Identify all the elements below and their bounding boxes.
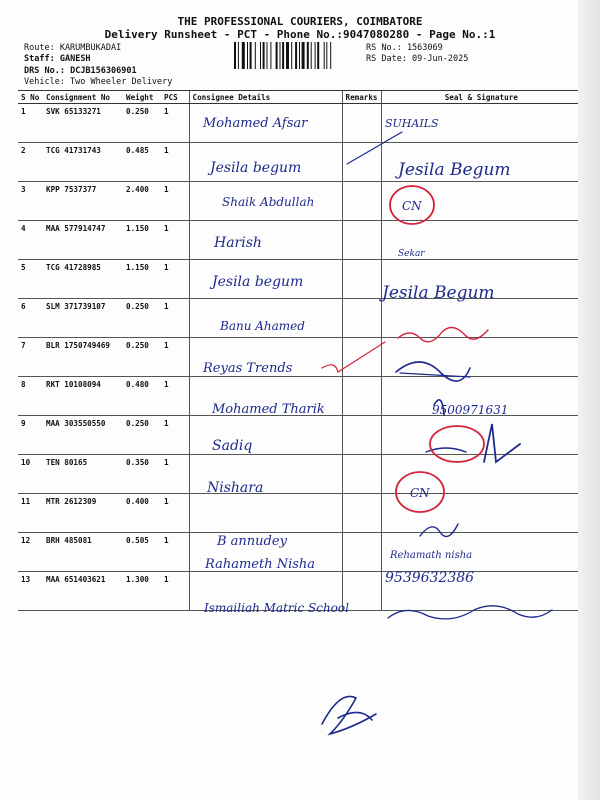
signature: Jesila Begum	[382, 283, 495, 303]
row-consignment-no: BRH 485081	[43, 533, 123, 572]
vehicle-label: Vehicle: Two Wheeler Delivery	[24, 77, 173, 87]
row-signature-cell	[381, 221, 581, 260]
consignee-handwriting: Nishara	[207, 480, 264, 496]
col-signature: Seal & Signature	[381, 91, 581, 104]
barcode-bar	[247, 42, 248, 69]
barcode-bar	[326, 42, 327, 69]
signature: 9539632386	[385, 570, 475, 586]
row-signature-cell	[381, 299, 581, 338]
barcode-bar	[291, 42, 292, 69]
row-signature-cell	[381, 533, 581, 572]
signature: Sekar	[398, 249, 425, 259]
barcode-bar	[299, 42, 300, 69]
row-sno: 5	[18, 260, 43, 299]
route-label: Route: KARUMBUKADAI	[24, 43, 122, 53]
row-remarks-cell	[342, 338, 381, 377]
barcode-bar	[282, 42, 284, 69]
row-consignee-cell	[189, 572, 342, 611]
row-signature-cell	[381, 182, 581, 221]
row-signature-cell	[381, 260, 581, 299]
drs-label: DRS No.:	[24, 66, 65, 76]
row-weight: 1.150	[123, 260, 161, 299]
row-sno: 2	[18, 143, 43, 182]
row-weight: 0.505	[123, 533, 161, 572]
row-pcs: 1	[161, 143, 189, 182]
row-sno: 12	[18, 533, 43, 572]
staff-value: GANESH	[59, 54, 91, 64]
row-remarks-cell	[342, 182, 381, 221]
barcode-bar	[242, 42, 245, 69]
table-row	[18, 182, 581, 221]
row-sno: 13	[18, 572, 43, 611]
ink-stroke	[322, 696, 376, 734]
row-consignee-cell	[189, 533, 342, 572]
row-sno: 8	[18, 377, 43, 416]
signature: Rehamath nisha	[390, 550, 473, 561]
consignee-handwriting: Reyas Trends	[203, 361, 293, 376]
barcode-bar	[250, 42, 252, 69]
barcode	[234, 42, 360, 69]
row-sno: 3	[18, 182, 43, 221]
barcode-bar	[267, 42, 268, 69]
col-remarks: Remarks	[342, 91, 381, 104]
row-consignment-no: BLR 1750749469	[43, 338, 123, 377]
row-remarks-cell	[342, 455, 381, 494]
col-consignment: Consignment No	[43, 91, 123, 104]
stamp-text: CN	[410, 486, 430, 500]
barcode-bar	[234, 42, 236, 69]
barcode-bar	[255, 42, 256, 69]
row-remarks-cell	[342, 377, 381, 416]
row-pcs: 1	[161, 494, 189, 533]
col-consignee: Consignee Details	[189, 91, 342, 104]
row-pcs: 1	[161, 299, 189, 338]
table-header-row	[18, 91, 581, 104]
barcode-bar	[286, 42, 289, 69]
table-row	[18, 455, 581, 494]
row-signature-cell	[381, 338, 581, 377]
row-sno: 11	[18, 494, 43, 533]
col-pcs: PCS	[161, 91, 189, 104]
table-row	[18, 221, 581, 260]
row-pcs: 1	[161, 182, 189, 221]
consignee-handwriting: Harish	[214, 235, 262, 251]
row-remarks-cell	[342, 299, 381, 338]
row-consignee-cell	[189, 416, 342, 455]
row-signature-cell	[381, 143, 581, 182]
row-weight: 0.250	[123, 104, 161, 143]
row-remarks-cell	[342, 533, 381, 572]
row-remarks-cell	[342, 416, 381, 455]
row-consignee-cell	[189, 143, 342, 182]
rs-number: RS No.: 1563069	[366, 43, 443, 53]
row-sno: 1	[18, 104, 43, 143]
row-weight: 0.400	[123, 494, 161, 533]
consignee-handwriting: Shaik Abdullah	[222, 195, 315, 209]
row-pcs: 1	[161, 533, 189, 572]
row-consignment-no: RKT 10108094	[43, 377, 123, 416]
table-row	[18, 494, 581, 533]
table-row	[18, 104, 581, 143]
row-pcs: 1	[161, 260, 189, 299]
row-consignment-no: MAA 303550550	[43, 416, 123, 455]
row-consignment-no: TCG 41728985	[43, 260, 123, 299]
col-sno: S No	[18, 91, 43, 104]
row-sno: 6	[18, 299, 43, 338]
row-consignee-cell	[189, 260, 342, 299]
row-signature-cell	[381, 455, 581, 494]
row-consignment-no: SLM 371739107	[43, 299, 123, 338]
consignee-handwriting: Banu Ahamed	[220, 319, 305, 333]
barcode-bar	[280, 42, 281, 69]
barcode-bar	[315, 42, 316, 69]
row-remarks-cell	[342, 104, 381, 143]
row-remarks-cell	[342, 260, 381, 299]
signature: Jesila Begum	[398, 160, 511, 180]
row-consignee-cell	[189, 299, 342, 338]
table-row	[18, 416, 581, 455]
row-weight: 1.150	[123, 221, 161, 260]
row-signature-cell	[381, 377, 581, 416]
table-row	[18, 533, 581, 572]
row-consignee-cell	[189, 182, 342, 221]
barcode-bar	[330, 42, 331, 69]
col-weight: Weight	[123, 91, 161, 104]
barcode-bar	[295, 42, 297, 69]
row-consignment-no: MTR 2612309	[43, 494, 123, 533]
row-pcs: 1	[161, 221, 189, 260]
signature: 9500971631	[432, 403, 509, 417]
consignee-handwriting: Jesila begum	[212, 274, 304, 290]
row-sno: 7	[18, 338, 43, 377]
barcode-bar	[270, 42, 271, 69]
drs-line	[24, 66, 137, 76]
scan-edge	[578, 0, 600, 800]
stamp-text: CN	[402, 199, 422, 213]
staff-line	[24, 54, 91, 64]
row-consignee-cell	[189, 338, 342, 377]
barcode-bar	[311, 42, 312, 69]
consignee-handwriting: Mohamed Tharik	[212, 402, 325, 417]
table-row	[18, 338, 581, 377]
row-consignee-cell	[189, 104, 342, 143]
consignee-handwriting: B annudey	[217, 534, 287, 549]
row-consignment-no: TEN 80165	[43, 455, 123, 494]
row-consignee-cell	[189, 221, 342, 260]
row-remarks-cell	[342, 221, 381, 260]
row-pcs: 1	[161, 416, 189, 455]
row-weight: 0.350	[123, 455, 161, 494]
row-weight: 0.250	[123, 338, 161, 377]
row-weight: 0.250	[123, 416, 161, 455]
row-signature-cell	[381, 572, 581, 611]
barcode-bar	[238, 42, 239, 69]
row-consignee-cell	[189, 455, 342, 494]
barcode-bar	[307, 42, 309, 69]
document-subtitle: Delivery Runsheet - PCT - Phone No.:9047080280 - Page No.:1	[104, 28, 496, 41]
barcode-bar	[324, 42, 325, 69]
barcode-bar	[302, 42, 305, 69]
row-consignee-cell	[189, 494, 342, 533]
row-remarks-cell	[342, 494, 381, 533]
row-weight: 2.400	[123, 182, 161, 221]
signature: SUHAILS	[385, 117, 439, 130]
consignee-handwriting: Jesila begum	[210, 160, 302, 176]
runsheet-table	[18, 90, 581, 611]
row-weight: 1.300	[123, 572, 161, 611]
row-pcs: 1	[161, 338, 189, 377]
row-consignment-no: KPP 7537377	[43, 182, 123, 221]
table-row	[18, 572, 581, 611]
row-consignment-no: MAA 577914747	[43, 221, 123, 260]
consignee-handwriting: Mohamed Afsar	[203, 116, 308, 131]
row-sno: 4	[18, 221, 43, 260]
row-consignee-cell	[189, 377, 342, 416]
row-pcs: 1	[161, 455, 189, 494]
row-pcs: 1	[161, 104, 189, 143]
row-weight: 0.485	[123, 143, 161, 182]
row-consignment-no: TCG 41731743	[43, 143, 123, 182]
row-weight: 0.480	[123, 377, 161, 416]
staff-label: Staff:	[24, 54, 55, 64]
barcode-bar	[263, 42, 265, 69]
row-pcs: 1	[161, 377, 189, 416]
barcode-bar	[276, 42, 278, 69]
rs-date: RS Date: 09-Jun-2025	[366, 54, 469, 64]
barcode-bar	[260, 42, 261, 69]
table-row	[18, 299, 581, 338]
row-remarks-cell	[342, 143, 381, 182]
row-remarks-cell	[342, 572, 381, 611]
drs-value: DCJB156306901	[70, 66, 137, 76]
table-row	[18, 143, 581, 182]
row-consignment-no: MAA 651403621	[43, 572, 123, 611]
row-signature-cell	[381, 416, 581, 455]
row-signature-cell	[381, 494, 581, 533]
row-consignment-no: SVK 65133271	[43, 104, 123, 143]
row-signature-cell	[381, 104, 581, 143]
row-weight: 0.250	[123, 299, 161, 338]
table-row	[18, 260, 581, 299]
row-pcs: 1	[161, 572, 189, 611]
consignee-handwriting: Rahameth Nisha	[205, 557, 316, 572]
barcode-bar	[317, 42, 319, 69]
document-title: THE PROFESSIONAL COURIERS, COIMBATORE	[177, 15, 423, 28]
table-row	[18, 377, 581, 416]
consignee-handwriting: Ismailiah Matric School	[204, 601, 349, 615]
row-sno: 9	[18, 416, 43, 455]
row-sno: 10	[18, 455, 43, 494]
consignee-handwriting: Sadiq	[212, 438, 253, 454]
